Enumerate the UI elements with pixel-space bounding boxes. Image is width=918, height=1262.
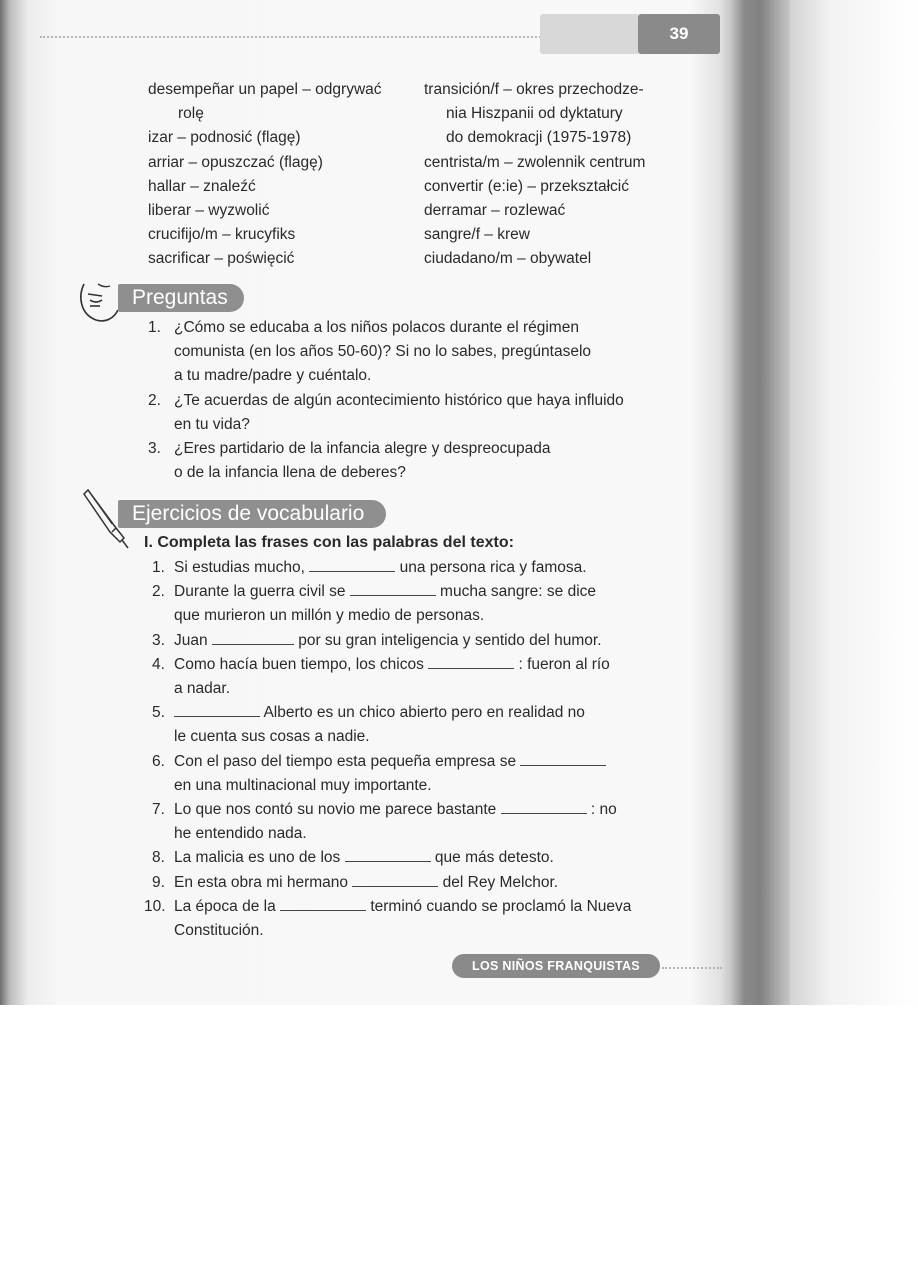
thinking-face-icon	[76, 278, 122, 324]
exercise-item: 1. Si estudias mucho, una persona rica y famosa.	[152, 559, 587, 576]
chapter-footer: LOS NIÑOS FRANQUISTAS	[452, 954, 660, 978]
vocabulary-column-left	[148, 78, 418, 272]
page-number: 39	[638, 14, 720, 54]
vocabulary-column-right	[424, 78, 674, 272]
vocab-entry: sacrificar – poświęcić	[148, 250, 295, 268]
exercise-item: 6. Con el paso del tiempo esta pequeña empresa se en una multinacional muy importante.	[152, 750, 682, 798]
answer-blank[interactable]	[309, 557, 395, 572]
exercise-item: 5. Alberto es un chico abierto pero en realidad no le cuenta sus cosas a nadie.	[152, 704, 585, 746]
vocab-entry: hallar – znaleźć	[148, 177, 256, 195]
exercise-item: 2. Durante la guerra civil se mucha sangre: se dice que murieron un millón y medio de personas.	[152, 583, 597, 625]
vocab-entry: sangre/f – krew	[424, 226, 530, 244]
exercise-instruction: I. Completa las frases con las palabras del texto:	[144, 534, 514, 551]
answer-blank[interactable]	[501, 799, 587, 814]
question-item: 3. ¿Eres partidario de la infancia alegre y despreocupada o de la infancia llena de deberes?	[148, 440, 551, 482]
answer-blank[interactable]	[352, 872, 438, 887]
exercise-item: 10. La época de la terminó cuando se proclamó la Nueva Constitución.	[144, 897, 632, 940]
header-tab-ghost	[540, 14, 638, 54]
vocab-entry: centrista/m – zwolennik centrum	[424, 153, 646, 171]
bottom-dotted-rule	[662, 967, 722, 969]
vocab-entry: convertir (e:ie) – przekształcić	[424, 177, 630, 195]
question-item: 1. ¿Cómo se educaba a los niños polacos durante el régimen comunista (en los años 50-60)? Si no lo sabes, pregúntaselo a tu madre/padre y cuéntalo.	[148, 319, 592, 385]
preguntas-heading: Preguntas	[118, 284, 244, 312]
exercise-list	[144, 556, 682, 943]
exercise-item: 4. Como hacía buen tiempo, los chicos : fueron al río a nadar.	[152, 655, 610, 698]
vocab-entry: izar – podnosić (flagę)	[148, 129, 301, 147]
question-item: 2. ¿Te acuerdas de algún acontecimiento histórico que haya influido en tu vida?	[148, 391, 624, 433]
exercise-item: 9. En esta obra mi hermano del Rey Melchor.	[152, 873, 559, 891]
answer-blank[interactable]	[350, 581, 436, 596]
vocab-entry: arriar – opuszczać (flagę)	[148, 153, 323, 171]
answer-blank[interactable]	[520, 751, 606, 766]
vocab-entry: desempeñar un papel – odgrywać rolę	[148, 81, 382, 123]
vocab-entry: ciudadano/m – obywatel	[424, 250, 592, 268]
exercise-item: 3. Juan por su gran inteligencia y sentido del humor.	[152, 631, 602, 649]
vocab-entry: derramar – rozlewać	[424, 202, 566, 220]
exercise-item: 8. La malicia es uno de los que más detesto.	[152, 849, 554, 867]
spine-shadow	[730, 0, 790, 1005]
answer-blank[interactable]	[174, 702, 260, 717]
vocab-entry: crucifijo/m – krucyfiks	[148, 226, 296, 244]
answer-blank[interactable]	[345, 847, 431, 862]
exercise-item: 7. Lo que nos contó su novio me parece bastante : no he entendido nada.	[152, 801, 617, 843]
answer-blank[interactable]	[428, 654, 514, 669]
ejercicios-heading: Ejercicios de vocabulario	[118, 500, 386, 528]
scan-background	[0, 1005, 918, 1262]
questions-list	[148, 316, 668, 485]
answer-blank[interactable]	[212, 630, 294, 645]
vocab-entry: transición/f – okres przechodze- nia Hiszpanii od dyktatury do demokracji (1975-1978)	[424, 81, 644, 147]
answer-blank[interactable]	[280, 896, 366, 911]
vocab-entry: liberar – wyzwolić	[148, 202, 270, 220]
